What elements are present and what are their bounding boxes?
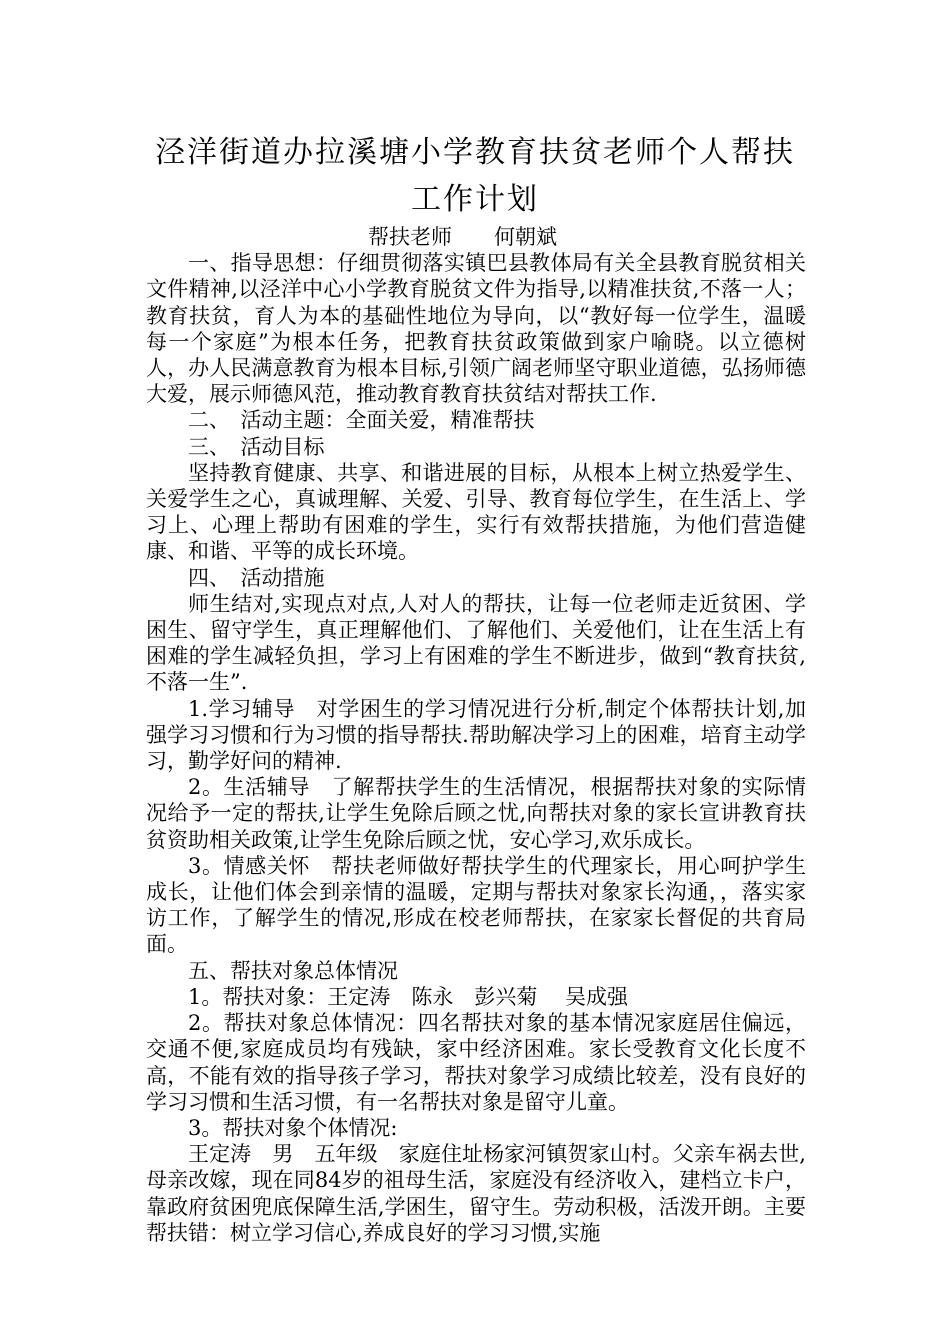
heading-activity-theme: 二、 活动主题：全面关爱，精准帮扶 xyxy=(188,408,535,433)
document-body xyxy=(146,224,806,1246)
paragraph-measures: 师生结对,实现点对点,人对人的帮扶，让每一位老师走近贫困、学困生、留守学生，真正理解他们、了解他们、关爱他们，让在生活上有困难的学生减轻负担，学习上有困难的学生不断进步，做到“教育扶贫,不落一生”. xyxy=(146,591,806,695)
paragraph-life-tutoring: 2。生活辅导 了解帮扶学生的生活情况，根据帮扶对象的实际情况给予一定的帮扶,让学生免除后顾之忧,向帮扶对象的家长宣讲教育扶贫资助相关政策,让学生免除后顾之忧，安心学习,欢乐成长。 xyxy=(146,775,806,852)
document-title-line2: 工作计划 xyxy=(411,182,539,217)
paragraph-emotional-care: 3。情感关怀 帮扶老师做好帮扶学生的代理家长，用心呵护学生成长，让他们体会到亲情的温暖，定期与帮扶对象家长沟通，，落实家访工作，了解学生的情况,形成在校老师帮扶，在家家长督促的共育局面。 xyxy=(146,853,806,957)
paragraph-goals: 坚持教育健康、共享、和谐进展的目标，从根本上树立热爱学生、关爱学生之心，真诚理解、关爱、引导、教育每位学生，在生活上、学习上、心理上帮助有困难的学生，实行有效帮扶措施，为他们营造健康、和谐、平等的成长环境。 xyxy=(146,460,806,564)
paragraph-wang-dingtao: 王定涛 男 五年级 家庭住址杨家河镇贺家山村。父亲车祸去世,母亲改嫁，现在同84岁的祖母生活，家庭没有经济收入，建档立卡户，靠政府贫困兜底保障生活,学困生，留守生。劳动积极，活泼开朗。主要帮扶错：树立学习信心,养成良好的学习习惯,实施 xyxy=(146,1142,806,1245)
heading-activity-measures: 四、 活动措施 xyxy=(188,565,325,590)
author-line: 帮扶老师 何朝斌 xyxy=(368,225,557,249)
paragraph-overall-situation: 2。帮扶对象总体情况：四名帮扶对象的基本情况家庭居住偏远，交通不便,家庭成员均有残缺，家中经济困难。家长受教育文化长度不高，不能有效的指导孩子学习，帮扶对象学习成绩比较差，没有良好的学习习惯和生活习惯，有一名帮扶对象是留守儿童。 xyxy=(146,1011,806,1114)
paragraph-guiding-ideology: 一、指导思想：仔细贯彻落实镇巴县教体局有关全县教育脱贫相关文件精神,以泾洋中心小学教育脱贫文件为指导,以精准扶贫,不落一人；教育扶贫，育人为本的基础性地位为导向，以“教好每一位学生，温暖每一个家庭”为根本任务，把教育扶贫政策做到家户喻晓。以立德树人，办人民满意教育为根本目标,引领广阔老师坚守职业道德，弘扬师德大爱，展示师德风范，推动教育教育扶贫结对帮扶工作. xyxy=(146,251,806,407)
paragraph-study-tutoring: 1.学习辅导 对学困生的学习情况进行分析,制定个体帮扶计划,加强学习习惯和行为习惯的指导帮扶.帮助解决学习上的困难，培育主动学习，勤学好问的精神. xyxy=(146,696,806,774)
document-title-line1: 泾洋街道办拉溪塘小学教育扶贫老师个人帮扶 xyxy=(155,135,795,170)
heading-overall-situation: 五、帮扶对象总体情况 xyxy=(188,958,398,983)
heading-individual-situation: 3。帮扶对象个体情况: xyxy=(188,1115,398,1140)
heading-activity-goals: 三、 活动目标 xyxy=(188,434,325,459)
paragraph-assisted-students: 1。帮扶对象：王定涛 陈永 彭兴菊 吴成强 xyxy=(188,984,629,1009)
